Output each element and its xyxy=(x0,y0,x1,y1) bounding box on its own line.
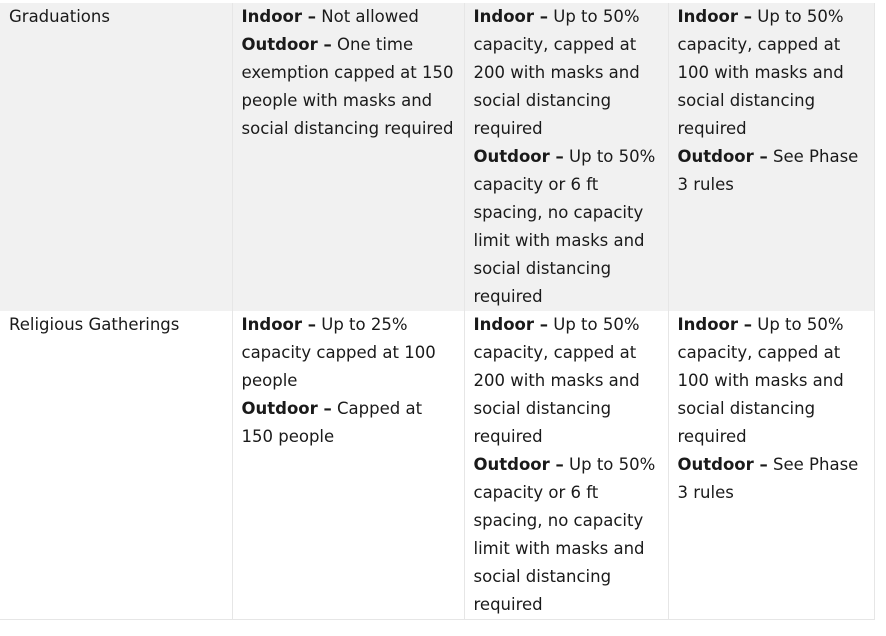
outdoor-text: One time exemption capped at 150 people with masks and social distancing required xyxy=(241,35,454,138)
indoor-label: Indoor – xyxy=(677,7,752,26)
outdoor-text: See Phase 3 rules xyxy=(677,147,859,194)
rule-cell xyxy=(464,311,668,620)
rule-cell xyxy=(464,3,668,311)
rule-cell xyxy=(232,311,464,620)
indoor-label: Indoor – xyxy=(677,315,752,334)
indoor-rule xyxy=(242,311,456,395)
outdoor-rule xyxy=(242,31,456,143)
indoor-text: Up to 25% capacity capped at 100 people xyxy=(241,315,436,390)
table-row-graduations xyxy=(0,3,874,311)
indoor-rule xyxy=(678,311,866,451)
indoor-label: Indoor – xyxy=(473,7,548,26)
table-row-religious-gatherings xyxy=(0,311,874,620)
outdoor-text: Capped at 150 people xyxy=(241,399,423,446)
indoor-text: Up to 50% capacity, capped at 200 with masks and social distancing required xyxy=(473,315,640,446)
indoor-rule xyxy=(474,311,660,451)
outdoor-rule xyxy=(678,451,866,507)
outdoor-rule xyxy=(474,143,660,311)
indoor-text: Up to 50% capacity, capped at 100 with masks and social distancing required xyxy=(677,315,844,446)
category-cell xyxy=(0,311,232,620)
phase-rules-table xyxy=(0,3,875,620)
outdoor-label: Outdoor – xyxy=(677,455,768,474)
outdoor-rule xyxy=(678,143,866,199)
outdoor-label: Outdoor – xyxy=(473,147,564,166)
rule-cell xyxy=(232,3,464,311)
outdoor-label: Outdoor – xyxy=(473,455,564,474)
indoor-text: Not allowed xyxy=(321,7,419,26)
outdoor-text: Up to 50% capacity or 6 ft spacing, no capacity limit with masks and social distancing required xyxy=(473,455,656,614)
indoor-label: Indoor – xyxy=(473,315,548,334)
indoor-label: Indoor – xyxy=(241,7,316,26)
outdoor-label: Outdoor – xyxy=(677,147,768,166)
indoor-label: Indoor – xyxy=(241,315,316,334)
outdoor-rule xyxy=(242,395,456,451)
outdoor-text: See Phase 3 rules xyxy=(677,455,859,502)
indoor-text: Up to 50% capacity, capped at 200 with masks and social distancing required xyxy=(473,7,640,138)
indoor-rule xyxy=(678,3,866,143)
indoor-text: Up to 50% capacity, capped at 100 with masks and social distancing required xyxy=(677,7,844,138)
rule-cell xyxy=(668,311,874,620)
outdoor-label: Outdoor – xyxy=(241,35,332,54)
outdoor-label: Outdoor – xyxy=(241,399,332,418)
rule-cell xyxy=(668,3,874,311)
outdoor-rule xyxy=(474,451,660,619)
indoor-rule xyxy=(242,3,456,31)
outdoor-text: Up to 50% capacity or 6 ft spacing, no capacity limit with masks and social distancing required xyxy=(473,147,656,306)
indoor-rule xyxy=(474,3,660,143)
category-label: Religious Gatherings xyxy=(9,315,180,334)
category-label: Graduations xyxy=(9,7,110,26)
category-cell xyxy=(0,3,232,311)
